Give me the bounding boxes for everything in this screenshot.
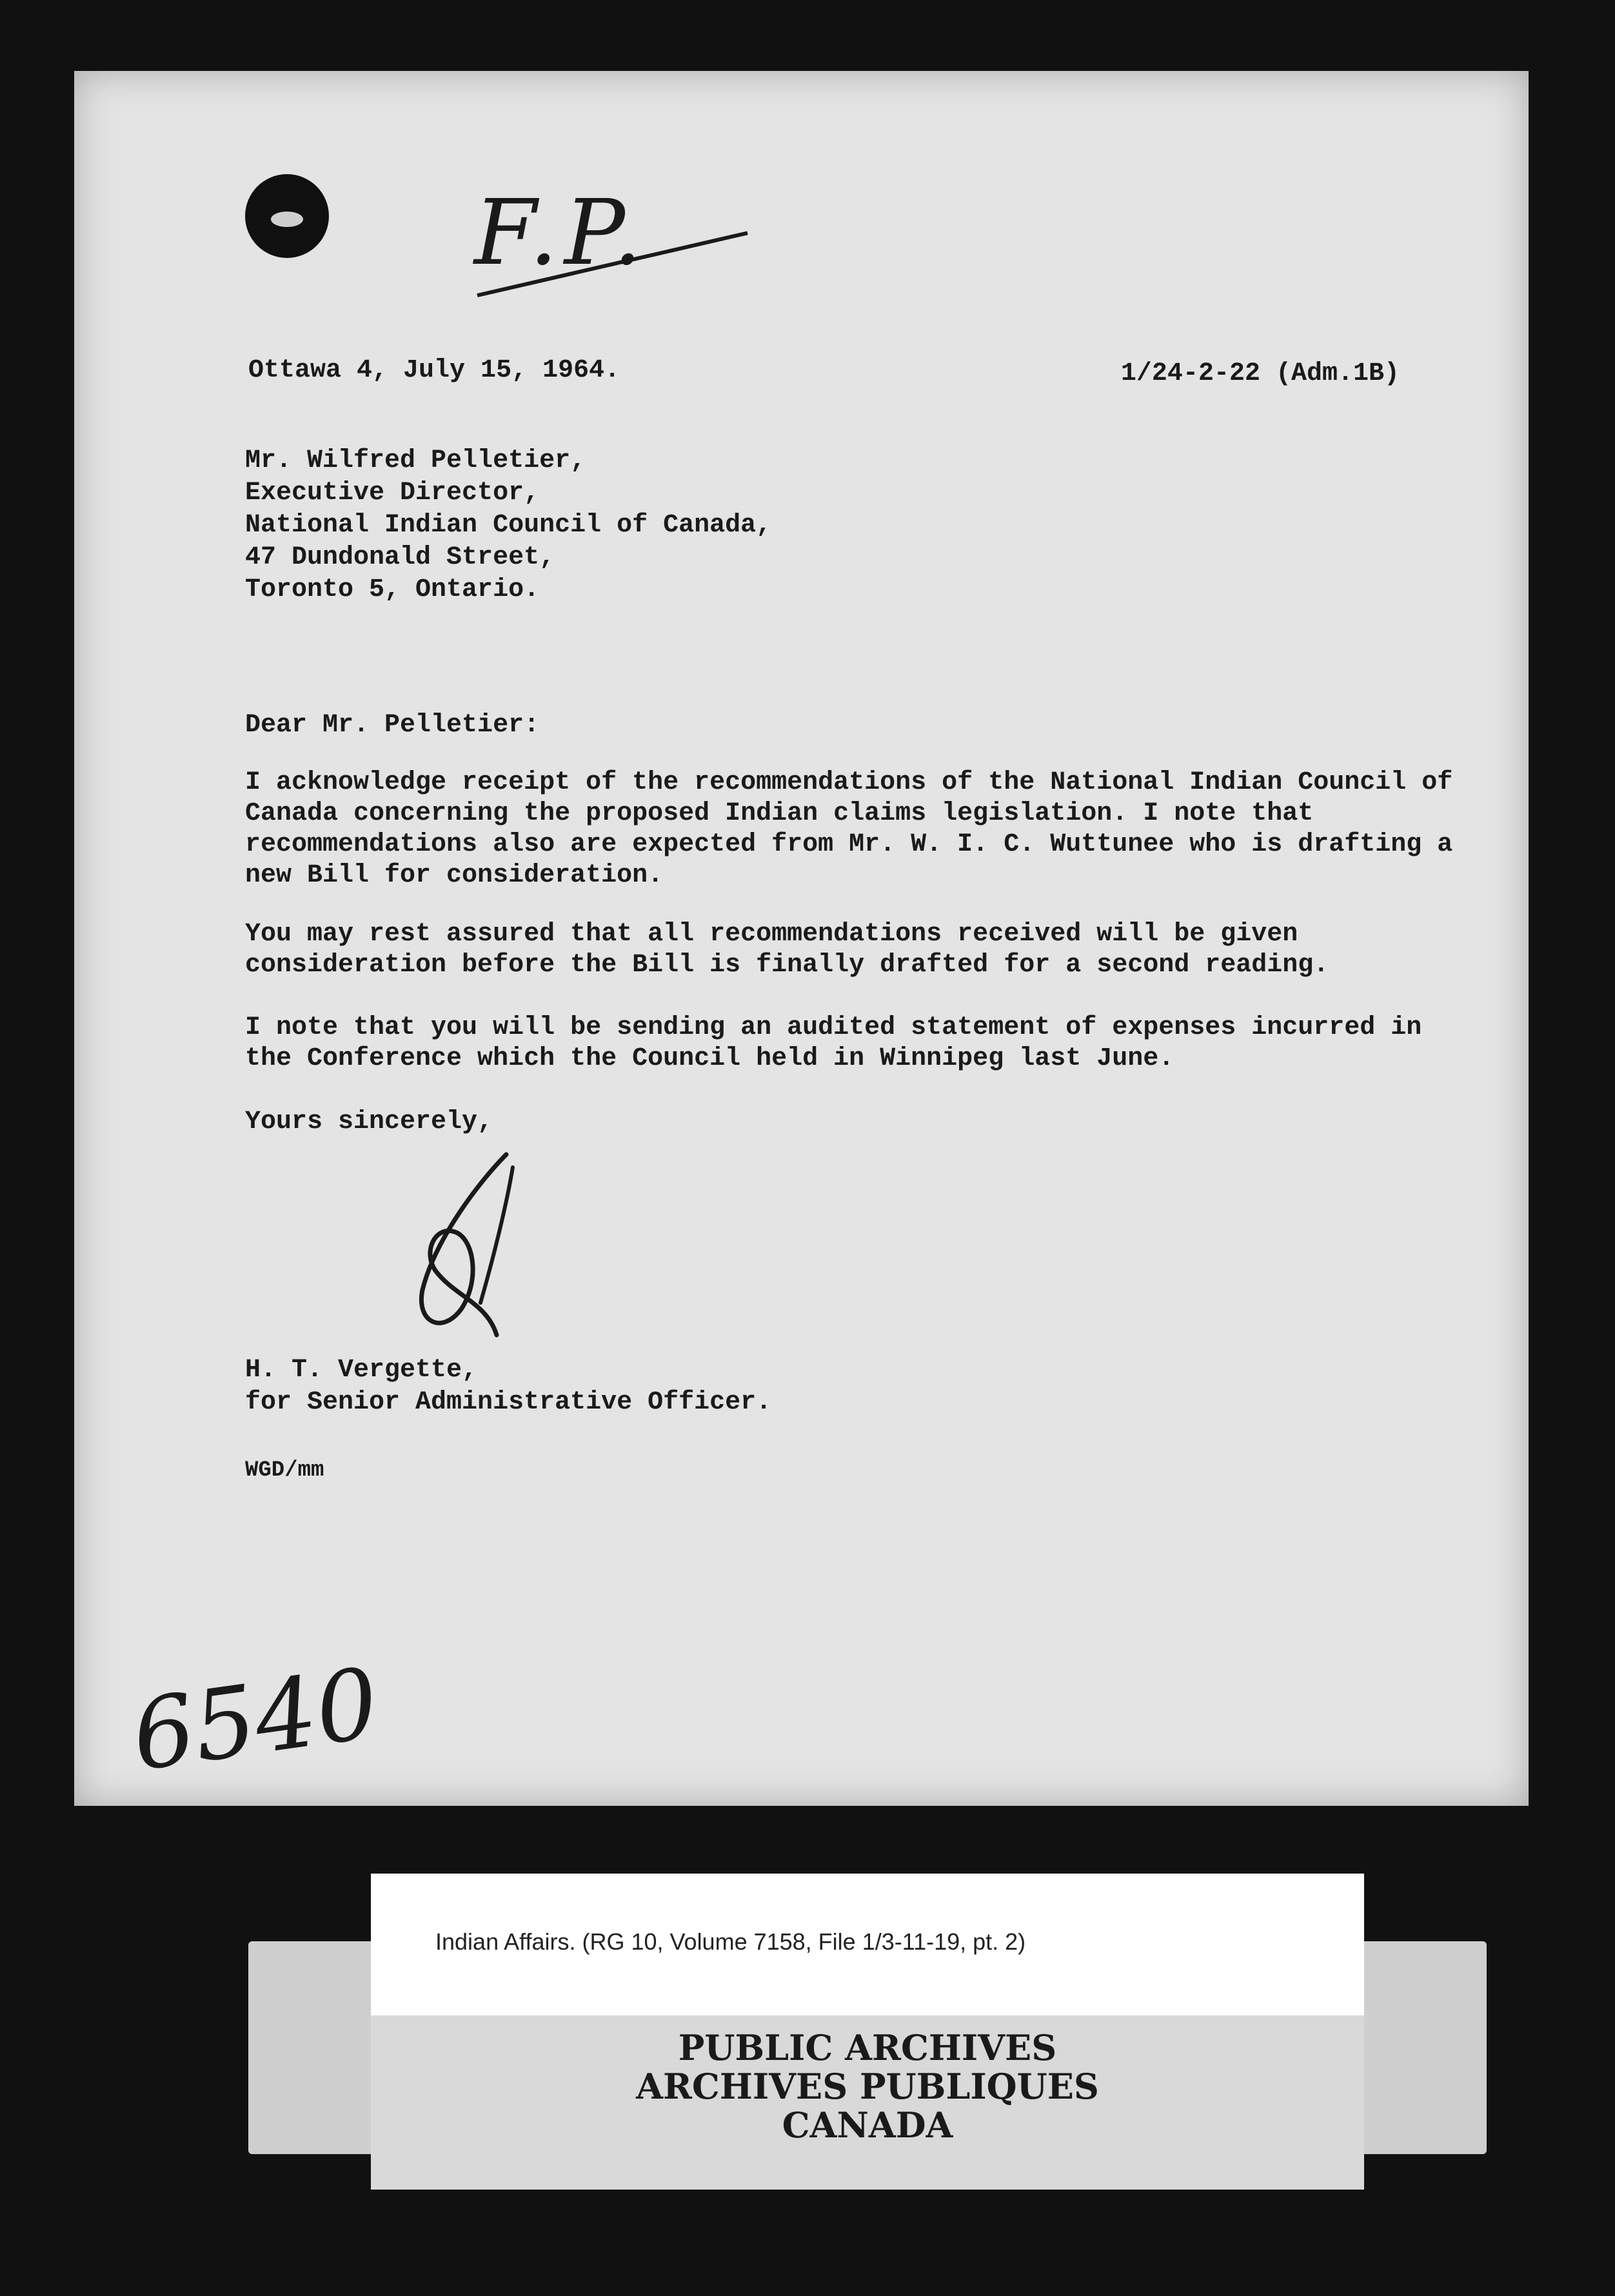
stamp-line-2: ARCHIVES PUBLIQUES xyxy=(636,2066,1099,2107)
handwritten-signature xyxy=(384,1142,551,1354)
label-card-tab-left xyxy=(248,1941,390,2154)
signatory-block xyxy=(245,1354,771,1419)
signatory-name: H. T. Vergette, xyxy=(245,1356,478,1385)
body-paragraph-3: I note that you will be sending an audited statement of expenses incurred in the Conference which the Council held in Winnipeg last June. xyxy=(245,1013,1422,1073)
recipient-title: Executive Director, xyxy=(245,479,540,508)
archive-citation: Indian Affairs. (RG 10, Volume 7158, File 1/3-11-19, pt. 2) xyxy=(435,1928,1026,1955)
salutation: Dear Mr. Pelletier: xyxy=(245,711,540,740)
letter-page xyxy=(74,71,1529,1806)
stamp-line-3: CANADA xyxy=(782,2104,953,2146)
recipient-organization: National Indian Council of Canada, xyxy=(245,511,772,540)
recipient-name: Mr. Wilfred Pelletier, xyxy=(245,446,586,475)
dateline: Ottawa 4, July 15, 1964. xyxy=(248,356,620,385)
signatory-title: for Senior Administrative Officer. xyxy=(245,1388,772,1417)
recipient-city: Toronto 5, Ontario. xyxy=(245,575,540,604)
typist-initials: WGD/mm xyxy=(245,1458,324,1483)
recipient-address xyxy=(245,445,771,606)
file-reference: 1/24-2-22 (Adm.1B) xyxy=(1120,359,1400,388)
archive-label-card xyxy=(371,1874,1364,2190)
stamp-line-1: PUBLIC ARCHIVES xyxy=(678,2027,1057,2068)
label-card-tab-right xyxy=(1345,1941,1487,2154)
archive-stamp xyxy=(371,2028,1364,2144)
recipient-street: 47 Dundonald Street, xyxy=(245,543,555,572)
handwritten-page-number: 6540 xyxy=(125,1647,386,1793)
handwritten-fp-mark: F.P. xyxy=(474,181,649,286)
punch-hole xyxy=(245,174,329,258)
body-paragraph-1: I acknowledge receipt of the recommendations of the National Indian Council of Canada concerning the proposed Indian claims legislation. I note that recommendations also are expected from Mr. W. I. C. Wuttunee who is drafting a new Bill for consideration. xyxy=(245,768,1453,890)
citation-strip xyxy=(371,1874,1364,2015)
body-paragraph-2: You may rest assured that all recommendations received will be given consideration before the Bill is finally drafted for a second reading. xyxy=(245,920,1329,980)
closing: Yours sincerely, xyxy=(245,1107,493,1136)
